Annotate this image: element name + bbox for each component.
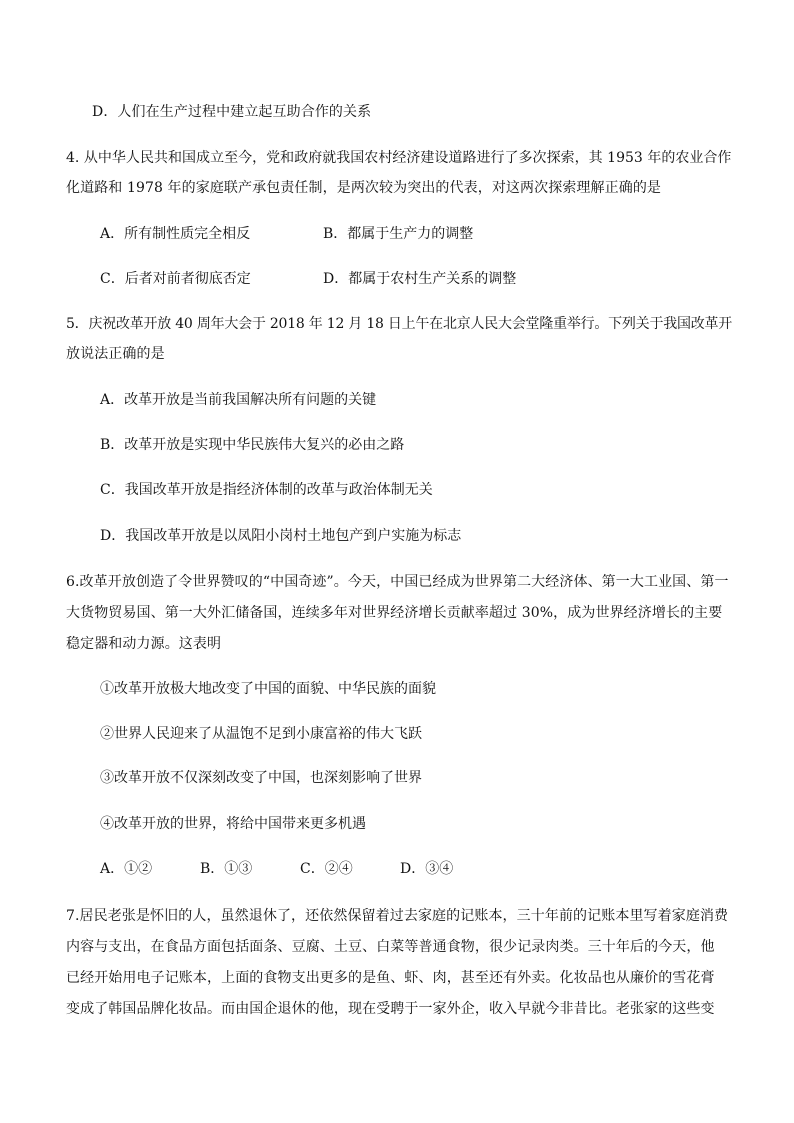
q6-option-c[interactable]: C．②④ <box>300 861 353 877</box>
q7-line-1: 7.居民老张是怀旧的人，虽然退休了，还依然保留着过去家庭的记账本，三十年前的记账本里写着家庭消费 <box>66 908 729 924</box>
q4-option-a[interactable]: A．所有制性质完全相反 <box>100 226 251 242</box>
q4-stem-line-2: 化道路和 1978 年的家庭联产承包责任制，是两次较为突出的代表，对这两次探索理解正确的是 <box>66 180 662 196</box>
q7-line-3: 已经开始用电子记账本，上面的食物支出更多的是鱼、虾、肉，甚至还有外卖。化妆品也从廉价的雪花膏 <box>66 970 715 986</box>
q5-stem-line-1: 5．庆祝改革开放 40 周年大会于 2018 年 12 月 18 日上午在北京人民大会堂隆重举行。下列关于我国改革开 <box>66 316 733 332</box>
q6-option-a[interactable]: A．①② <box>100 861 153 877</box>
q7-line-4: 变成了韩国品牌化妆品。而由国企退休的他，现在受聘于一家外企，收入早就今非昔比。老张家的这些变 <box>66 1001 715 1017</box>
q6-stem-line-2: 大货物贸易国、第一大外汇储备国，连续多年对世界经济增长贡献率超过 30%，成为世界经济增长的主要 <box>66 605 723 621</box>
q5-option-d[interactable]: D．我国改革开放是以凤阳小岗村土地包产到户实施为标志 <box>100 528 462 544</box>
q6-option-b[interactable]: B．①③ <box>200 861 253 877</box>
q6-stem-line-1: 6.改革开放创造了令世界赞叹的“中国奇迹”。今天，中国已经成为世界第二大经济体、第一大工业国、第一 <box>66 574 729 590</box>
q5-option-c[interactable]: C．我国改革开放是指经济体制的改革与政治体制无关 <box>100 482 433 498</box>
q5-option-a[interactable]: A．改革开放是当前我国解决所有问题的关键 <box>100 392 377 408</box>
q7-line-2: 内容与支出，在食品方面包括面条、豆腐、土豆、白菜等普通食物，很少记录肉类。三十年后的今天，他 <box>66 939 715 955</box>
prev-question-option-d: D．人们在生产过程中建立起互助合作的关系 <box>92 104 372 120</box>
q4-option-c[interactable]: C．后者对前者彻底否定 <box>100 271 251 287</box>
q4-option-d[interactable]: D．都属于农村生产关系的调整 <box>323 271 517 287</box>
q6-statement-2: ②世界人民迎来了从温饱不足到小康富裕的伟大飞跃 <box>100 726 422 742</box>
q6-statement-1: ①改革开放极大地改变了中国的面貌、中华民族的面貌 <box>100 681 436 697</box>
q5-stem-line-2: 放说法正确的是 <box>66 346 165 362</box>
q6-option-d[interactable]: D．③④ <box>400 861 454 877</box>
q5-option-b[interactable]: B．改革开放是实现中华民族伟大复兴的必由之路 <box>100 437 405 453</box>
q4-option-b[interactable]: B．都属于生产力的调整 <box>323 226 474 242</box>
q6-statement-3: ③改革开放不仅深刻改变了中国，也深刻影响了世界 <box>100 770 422 786</box>
q4-stem-line-1: 4. 从中华人民共和国成立至今，党和政府就我国农村经济建设道路进行了多次探索，其 1953 年的农业合作 <box>66 150 732 166</box>
q6-statement-4: ④改革开放的世界，将给中国带来更多机遇 <box>100 816 366 832</box>
q6-stem-line-3: 稳定器和动力源。这表明 <box>66 636 222 652</box>
